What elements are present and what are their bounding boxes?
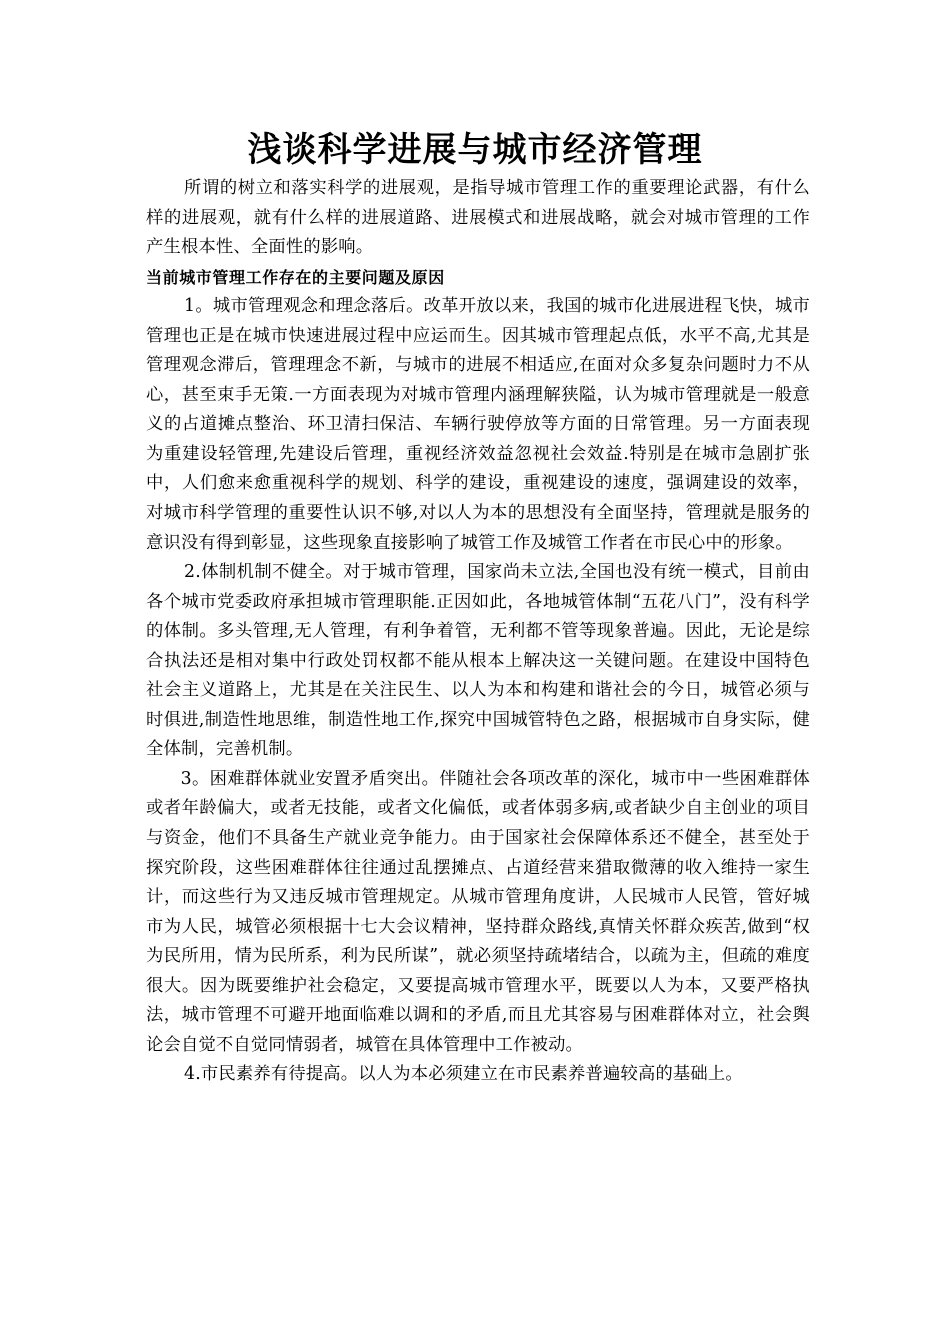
paragraph-1: 1。城市管理观念和理念落后。改革开放以来，我国的城市化进展进程飞快，城市管理也正是在城市快速进展过程中应运而生。因其城市管理起点低，水平不高,尤其是管理观念滞后，管理理念不新，与城市的进展不相适应,在面对众多复杂问题时力不从心，甚至束手无策.一方面表现为对城市管理内涵理解狭隘，认为城市管理就是一般意义的占道摊点整治、环卫清扫保洁、车辆行驶停放等方面的日常管理。另一方面表现为重建设轻管理,先建设后管理，重视经济效益忽视社会效益.特别是在城市急剧扩张中，人们愈来愈重视科学的规划、科学的建设，重视建设的速度，强调建设的效率，对城市科学管理的重要性认识不够,对以人为本的思想没有全面坚持，管理就是服务的意识没有得到彰显，这些现象直接影响了城管工作及城管工作者在市民心中的形象。 [146,296,810,553]
paragraph-2: 2.体制机制不健全。对于城市管理，国家尚未立法,全国也没有统一模式，目前由各个城市党委政府承担城市管理职能.正因如此，各地城管体制“五花八门”，没有科学的体制。多头管理,无人管理，有利争着管，无利都不管等现象普遍。因此，无论是综合执法还是相对集中行政处罚权都不能从根本上解决这一关键问题。在建设中国特色社会主义道路上，尤其是在关注民生、以人为本和构建和谐社会的今日，城管必须与时俱进,制造性地思维，制造性地工作,探究中国城管特色之路，根据城市自身实际，健全体制，完善机制。 [146,562,810,760]
section-heading: 当前城市管理工作存在的主要问题及原因 [146,267,445,287]
paragraph-4: 4.市民素养有待提高。以人为本必须建立在市民素养普遍较高的基础上。 [184,1064,743,1085]
document-body [146,174,810,1090]
intro-paragraph: 所谓的树立和落实科学的进展观，是指导城市管理工作的重要理论武器，有什么样的进展观，就有什么样的进展道路、进展模式和进展战略，就会对城市管理的工作产生根本性、全面性的影响。 [146,178,810,258]
document-title: 浅谈科学进展与城市经济管理 [247,130,703,170]
paragraph-3: 3。困难群体就业安置矛盾突出。伴随社会各项改革的深化，城市中一些困难群体或者年龄偏大，或者无技能，或者文化偏低，或者体弱多病,或者缺少自主创业的项目与资金，他们不具备生产就业竞争能力。由于国家社会保障体系还不健全，甚至处于探究阶段，这些困难群体往往通过乱摆摊点、占道经营来猎取微薄的收入维持一家生计，而这些行为又违反城市管理规定。从城市管理角度讲，人民城市人民管，管好城市为人民，城管必须根据十七大会议精神，坚持群众路线,真情关怀群众疾苦,做到“权为民所用，情为民所系，利为民所谋”，就必须坚持疏堵结合，以疏为主，但疏的难度很大。因为既要维护社会稳定，又要提高城市管理水平，既要以人为本，又要严格执法，城市管理不可避开地面临难以调和的矛盾,而且尤其容易与困难群体对立，社会舆论会自觉不自觉同情弱者，城管在具体管理中工作被动。 [146,768,810,1055]
